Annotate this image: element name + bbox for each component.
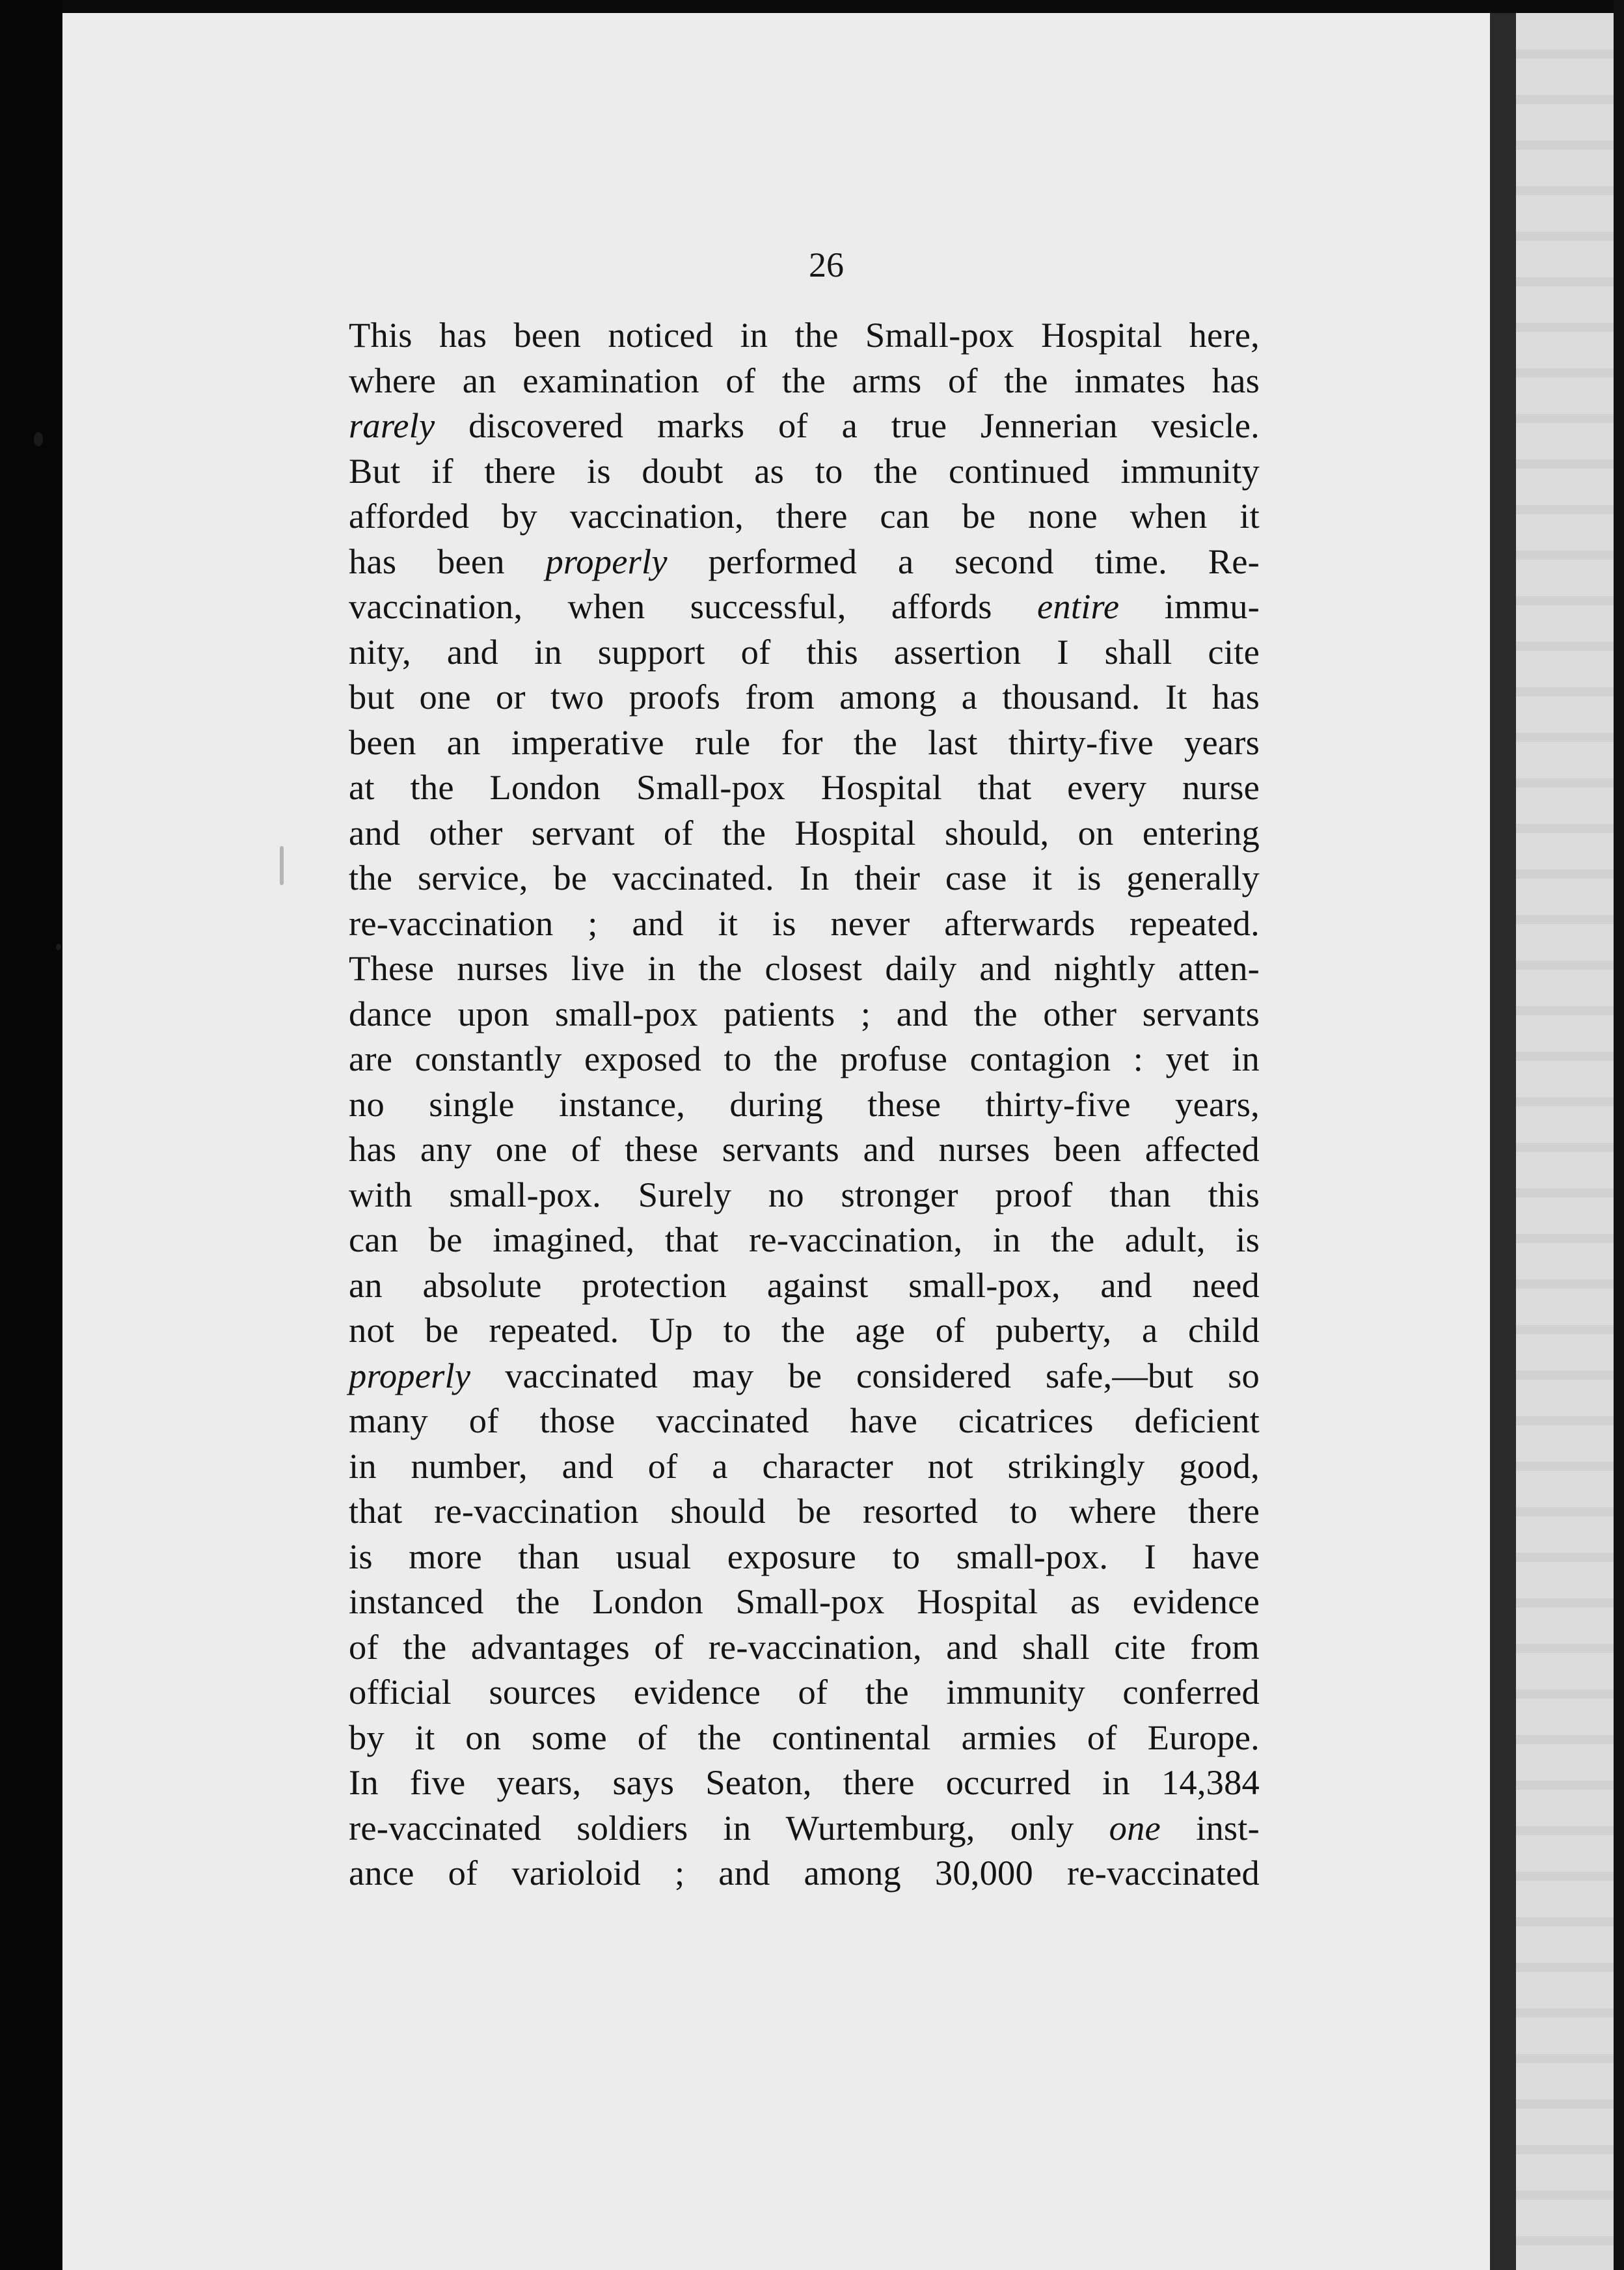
line-text: These nurses live in the closest daily and nightly atten- [349, 948, 1260, 988]
page-number: 26 [809, 245, 844, 284]
line-text: discovered marks of a true Jennerian vesicle. [435, 405, 1260, 445]
text-line [349, 403, 1260, 448]
line-text: where an examination of the arms of the inmates has [349, 360, 1260, 400]
line-text: been an imperative rule for the last thirty-five years [349, 722, 1260, 762]
text-line [349, 1172, 1260, 1218]
text-line [349, 539, 1260, 584]
italic-word: properly [349, 1355, 471, 1395]
italic-word: properly [545, 541, 668, 581]
line-text: In five years, says Seaton, there occurred in 14,384 [349, 1762, 1260, 1802]
scan-border-right [1614, 0, 1624, 2270]
text-line [349, 1488, 1260, 1534]
text-line [349, 1850, 1260, 1896]
line-text: performed a second time. Re- [667, 541, 1260, 581]
text-line [349, 1669, 1260, 1715]
line-text: can be imagined, that re-vaccination, in the adult, is [349, 1220, 1260, 1259]
line-text: instanced the London Small-pox Hospital as evidence [349, 1581, 1260, 1621]
text-line [349, 674, 1260, 720]
text-line [349, 1353, 1260, 1399]
line-text: This has been noticed in the Small-pox Hospital here, [349, 315, 1260, 355]
text-line [349, 1715, 1260, 1760]
text-line [349, 1217, 1260, 1263]
line-text: But if there is doubt as to the continued immunity [349, 450, 1260, 491]
text-line [349, 1127, 1260, 1172]
text-line [349, 1082, 1260, 1127]
line-text: in number, and of a character not strikingly good, [349, 1445, 1260, 1486]
scan-border-left [0, 0, 62, 2270]
text-line [349, 629, 1260, 675]
facing-page-edge [1516, 13, 1624, 2270]
text-line [349, 855, 1260, 901]
text-line [349, 584, 1260, 629]
text-line [349, 946, 1260, 991]
text-line [349, 1760, 1260, 1805]
text-line [349, 1398, 1260, 1443]
line-text: and other servant of the Hospital should, on entering [349, 812, 1260, 853]
scan-speck [34, 432, 43, 446]
line-text: but one or two proofs from among a thousand. It has [349, 677, 1260, 717]
text-line [349, 1443, 1260, 1489]
line-text: has any one of these servants and nurses been affected [349, 1129, 1260, 1169]
line-text: that re-vaccination should be resorted to where there [349, 1491, 1260, 1531]
text-line [349, 765, 1260, 810]
line-text: is more than usual exposure to small-pox. I have [349, 1536, 1260, 1576]
text-line [349, 720, 1260, 765]
text-line [349, 1624, 1260, 1670]
line-text: the service, be vaccinated. In their case it is generally [349, 858, 1260, 897]
line-text: official sources evidence of the immunity conferred [349, 1672, 1260, 1712]
line-text: afforded by vaccination, there can be none when it [349, 496, 1260, 536]
text-line [349, 901, 1260, 946]
line-text: vaccinated may be considered safe,—but so [470, 1355, 1260, 1395]
text-line [349, 1307, 1260, 1353]
text-line [349, 991, 1260, 1037]
text-line [349, 1036, 1260, 1082]
text-line [349, 810, 1260, 856]
text-line [349, 312, 1260, 358]
line-text: re-vaccinated soldiers in Wurtemburg, only [349, 1807, 1109, 1848]
text-line [349, 358, 1260, 403]
line-text: dance upon small-pox patients ; and the other servants [349, 993, 1260, 1033]
italic-word: one [1109, 1807, 1161, 1848]
italic-word: entire [1037, 586, 1120, 626]
text-line [349, 1534, 1260, 1579]
line-text: an absolute protection against small-pox, and need [349, 1265, 1260, 1305]
line-text: by it on some of the continental armies of Europe. [349, 1717, 1260, 1757]
bleed-through [1516, 13, 1624, 2270]
line-text: are constantly exposed to the profuse contagion : yet in [349, 1039, 1260, 1078]
line-text: has been [349, 541, 546, 581]
line-text: immu- [1119, 586, 1260, 626]
line-text: nity, and in support of this assertion I shall cite [349, 631, 1260, 672]
text-line [349, 1805, 1260, 1851]
text-line [349, 448, 1260, 494]
line-text: ance of varioloid ; and among 30,000 re-vaccinated [349, 1853, 1260, 1893]
line-text: inst- [1160, 1807, 1260, 1848]
italic-word: rarely [349, 405, 435, 445]
text-line [349, 1579, 1260, 1624]
line-text: vaccination, when successful, affords [349, 586, 1038, 626]
scan-speck [56, 944, 61, 950]
text-line [349, 1263, 1260, 1308]
line-text: at the London Small-pox Hospital that every nurse [349, 767, 1260, 807]
scan-speck [280, 846, 284, 885]
text-line [349, 493, 1260, 539]
line-text: with small-pox. Surely no stronger proof than this [349, 1174, 1260, 1214]
body-text [349, 312, 1260, 1896]
line-text: many of those vaccinated have cicatrices deficient [349, 1401, 1260, 1440]
line-text: not be repeated. Up to the age of puberty, a child [349, 1310, 1260, 1350]
book-spine [1490, 13, 1516, 2270]
line-text: no single instance, during these thirty-five years, [349, 1084, 1260, 1124]
line-text: of the advantages of re-vaccination, and shall cite from [349, 1626, 1260, 1667]
line-text: re-vaccination ; and it is never afterwards repeated. [349, 903, 1260, 943]
